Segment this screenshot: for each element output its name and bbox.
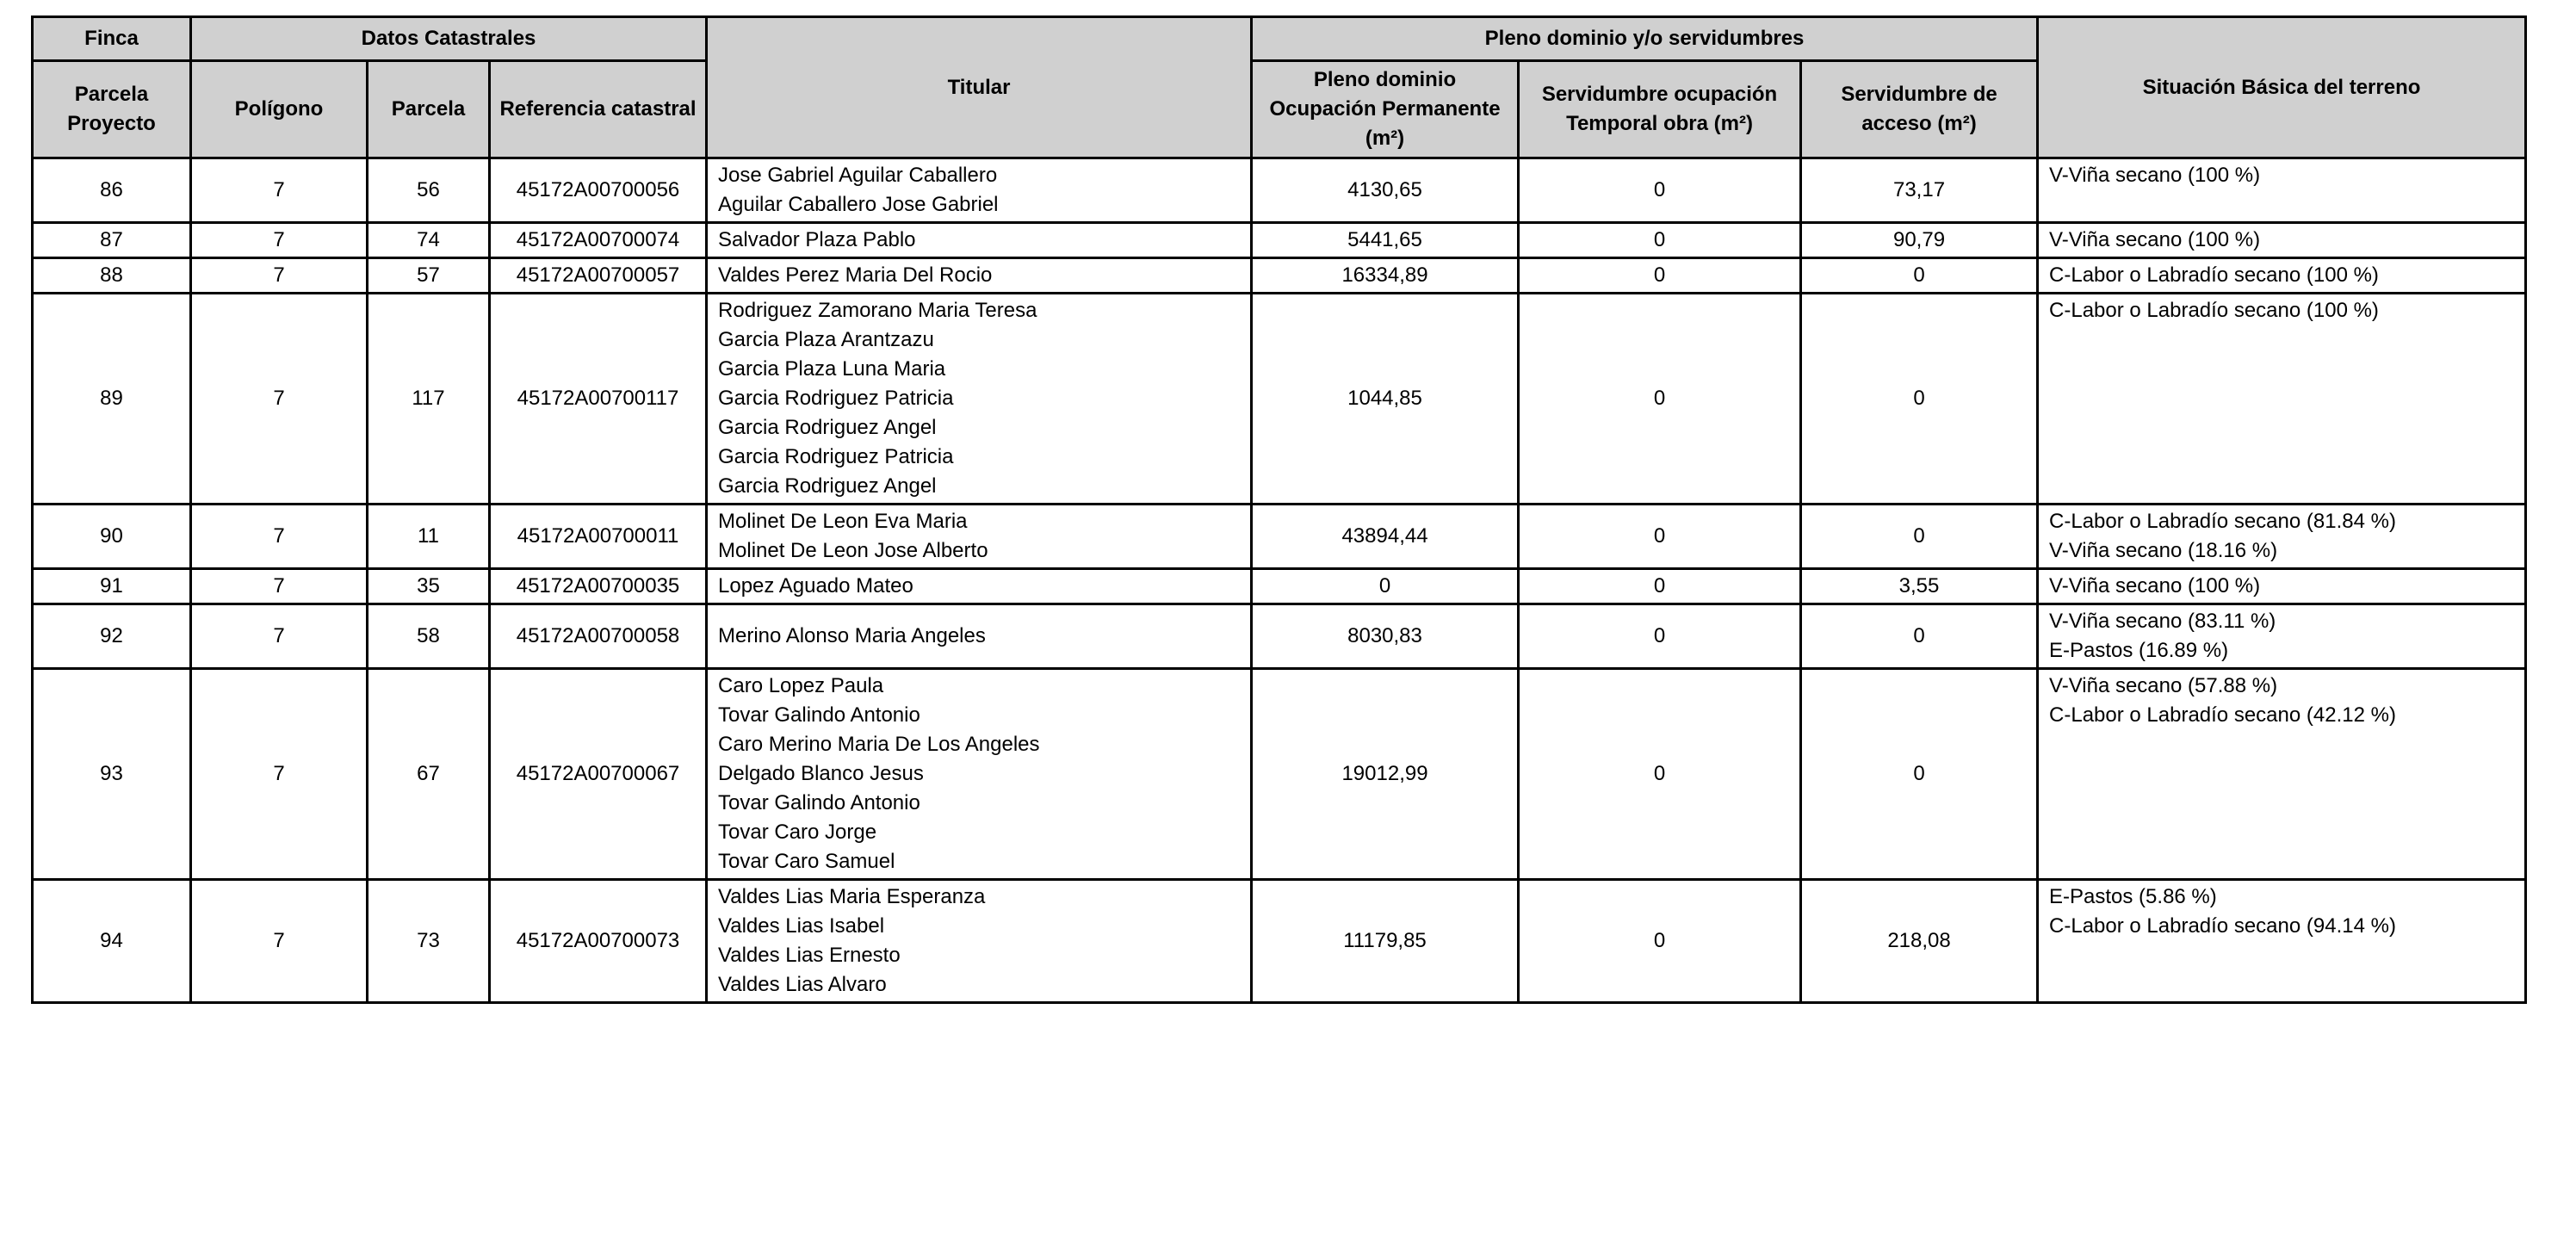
cell-titular bbox=[707, 880, 1252, 1003]
cell-poligono: 7 bbox=[191, 223, 368, 258]
cell-poligono: 7 bbox=[191, 569, 368, 604]
cell-parcela: 56 bbox=[368, 158, 490, 223]
cell-parcela-proyecto: 86 bbox=[33, 158, 191, 223]
situacion-entry: C-Labor o Labradío secano (100 %) bbox=[2049, 263, 2379, 287]
cell-poligono: 7 bbox=[191, 258, 368, 294]
cell-situacion bbox=[2038, 669, 2526, 880]
cell-pleno-ocupacion: 11179,85 bbox=[1252, 880, 1519, 1003]
cell-parcela-proyecto: 90 bbox=[33, 505, 191, 569]
cell-serv-temporal: 0 bbox=[1519, 505, 1801, 569]
cell-parcela: 35 bbox=[368, 569, 490, 604]
cell-serv-acceso: 0 bbox=[1801, 258, 2038, 294]
parcel-table-sheet bbox=[31, 15, 2524, 1004]
cell-poligono: 7 bbox=[191, 669, 368, 880]
situacion-entry: E-Pastos (16.89 %) bbox=[2049, 639, 2229, 662]
titular-name: Molinet De Leon Jose Alberto bbox=[718, 539, 988, 562]
titular-name: Salvador Plaza Pablo bbox=[718, 228, 916, 251]
parcel-table bbox=[31, 15, 2527, 1004]
cell-serv-temporal: 0 bbox=[1519, 223, 1801, 258]
titular-name: Tovar Galindo Antonio bbox=[718, 703, 920, 727]
table-header bbox=[33, 17, 2526, 158]
cell-titular bbox=[707, 505, 1252, 569]
situacion-entry: V-Viña secano (57.88 %) bbox=[2049, 674, 2278, 697]
cell-parcela: 117 bbox=[368, 294, 490, 505]
situacion-entry: E-Pastos (5.86 %) bbox=[2049, 885, 2217, 908]
titular-name: Garcia Plaza Arantzazu bbox=[718, 328, 934, 351]
cell-parcela-proyecto: 89 bbox=[33, 294, 191, 505]
header-parcela-proyecto: Parcela Proyecto bbox=[33, 61, 191, 158]
cell-referencia: 45172A00700035 bbox=[490, 569, 707, 604]
cell-parcela-proyecto: 94 bbox=[33, 880, 191, 1003]
cell-serv-acceso: 0 bbox=[1801, 669, 2038, 880]
header-referencia: Referencia catastral bbox=[490, 61, 707, 158]
cell-pleno-ocupacion: 4130,65 bbox=[1252, 158, 1519, 223]
titular-name: Valdes Lias Isabel bbox=[718, 914, 885, 938]
cell-serv-acceso: 0 bbox=[1801, 294, 2038, 505]
cell-parcela: 74 bbox=[368, 223, 490, 258]
header-parcela: Parcela bbox=[368, 61, 490, 158]
cell-serv-temporal: 0 bbox=[1519, 604, 1801, 669]
cell-referencia: 45172A00700073 bbox=[490, 880, 707, 1003]
titular-name: Tovar Caro Jorge bbox=[718, 820, 877, 844]
situacion-entry: C-Labor o Labradío secano (81.84 %) bbox=[2049, 510, 2396, 533]
cell-referencia: 45172A00700057 bbox=[490, 258, 707, 294]
cell-poligono: 7 bbox=[191, 880, 368, 1003]
titular-name: Caro Merino Maria De Los Angeles bbox=[718, 733, 1040, 756]
table-row bbox=[33, 604, 2526, 669]
cell-serv-acceso: 0 bbox=[1801, 604, 2038, 669]
header-finca: Finca bbox=[33, 17, 191, 61]
titular-name: Valdes Lias Maria Esperanza bbox=[718, 885, 986, 908]
situacion-entry: C-Labor o Labradío secano (100 %) bbox=[2049, 299, 2379, 322]
cell-pleno-ocupacion: 1044,85 bbox=[1252, 294, 1519, 505]
situacion-entry: V-Viña secano (100 %) bbox=[2049, 574, 2261, 598]
table-body bbox=[33, 158, 2526, 1003]
header-serv-temporal: Servidumbre ocupación Temporal obra (m²) bbox=[1519, 61, 1801, 158]
cell-referencia: 45172A00700074 bbox=[490, 223, 707, 258]
cell-titular bbox=[707, 604, 1252, 669]
cell-parcela: 67 bbox=[368, 669, 490, 880]
cell-parcela-proyecto: 91 bbox=[33, 569, 191, 604]
cell-situacion bbox=[2038, 505, 2526, 569]
cell-serv-temporal: 0 bbox=[1519, 569, 1801, 604]
cell-titular bbox=[707, 294, 1252, 505]
cell-pleno-ocupacion: 43894,44 bbox=[1252, 505, 1519, 569]
cell-pleno-ocupacion: 8030,83 bbox=[1252, 604, 1519, 669]
header-pleno-ocupacion: Pleno dominio Ocupación Permanente (m²) bbox=[1252, 61, 1519, 158]
cell-serv-temporal: 0 bbox=[1519, 294, 1801, 505]
titular-name: Valdes Lias Ernesto bbox=[718, 944, 901, 967]
table-row bbox=[33, 223, 2526, 258]
titular-name: Delgado Blanco Jesus bbox=[718, 762, 924, 785]
cell-titular bbox=[707, 158, 1252, 223]
header-situacion: Situación Básica del terreno bbox=[2038, 17, 2526, 158]
table-row bbox=[33, 294, 2526, 505]
cell-situacion bbox=[2038, 223, 2526, 258]
table-row bbox=[33, 258, 2526, 294]
situacion-entry: V-Viña secano (100 %) bbox=[2049, 228, 2261, 251]
cell-serv-acceso: 73,17 bbox=[1801, 158, 2038, 223]
cell-parcela-proyecto: 87 bbox=[33, 223, 191, 258]
cell-referencia: 45172A00700056 bbox=[490, 158, 707, 223]
cell-situacion bbox=[2038, 158, 2526, 223]
cell-referencia: 45172A00700067 bbox=[490, 669, 707, 880]
cell-parcela-proyecto: 88 bbox=[33, 258, 191, 294]
titular-name: Molinet De Leon Eva Maria bbox=[718, 510, 968, 533]
titular-name: Valdes Lias Alvaro bbox=[718, 973, 887, 996]
cell-serv-temporal: 0 bbox=[1519, 258, 1801, 294]
titular-name: Garcia Rodriguez Angel bbox=[718, 416, 937, 439]
cell-serv-acceso: 3,55 bbox=[1801, 569, 2038, 604]
cell-titular bbox=[707, 569, 1252, 604]
situacion-entry: C-Labor o Labradío secano (94.14 %) bbox=[2049, 914, 2396, 938]
cell-serv-acceso: 90,79 bbox=[1801, 223, 2038, 258]
situacion-entry: V-Viña secano (83.11 %) bbox=[2049, 610, 2276, 633]
cell-parcela: 73 bbox=[368, 880, 490, 1003]
cell-situacion bbox=[2038, 880, 2526, 1003]
header-serv-acceso: Servidumbre de acceso (m²) bbox=[1801, 61, 2038, 158]
cell-situacion bbox=[2038, 294, 2526, 505]
cell-parcela-proyecto: 93 bbox=[33, 669, 191, 880]
cell-titular bbox=[707, 258, 1252, 294]
situacion-entry: V-Viña secano (18.16 %) bbox=[2049, 539, 2278, 562]
titular-name: Garcia Rodriguez Patricia bbox=[718, 445, 954, 468]
table-row bbox=[33, 880, 2526, 1003]
header-poligono: Polígono bbox=[191, 61, 368, 158]
cell-poligono: 7 bbox=[191, 294, 368, 505]
situacion-entry: C-Labor o Labradío secano (42.12 %) bbox=[2049, 703, 2396, 727]
cell-serv-acceso: 218,08 bbox=[1801, 880, 2038, 1003]
cell-poligono: 7 bbox=[191, 604, 368, 669]
header-pleno-dominio: Pleno dominio y/o servidumbres bbox=[1252, 17, 2038, 61]
titular-name: Valdes Perez Maria Del Rocio bbox=[718, 263, 993, 287]
titular-name: Jose Gabriel Aguilar Caballero bbox=[718, 164, 998, 187]
cell-pleno-ocupacion: 19012,99 bbox=[1252, 669, 1519, 880]
header-row-groups bbox=[33, 17, 2526, 61]
cell-serv-temporal: 0 bbox=[1519, 669, 1801, 880]
cell-situacion bbox=[2038, 569, 2526, 604]
cell-parcela: 57 bbox=[368, 258, 490, 294]
titular-name: Merino Alonso Maria Angeles bbox=[718, 624, 986, 647]
cell-referencia: 45172A00700011 bbox=[490, 505, 707, 569]
table-row bbox=[33, 505, 2526, 569]
table-row bbox=[33, 669, 2526, 880]
cell-referencia: 45172A00700058 bbox=[490, 604, 707, 669]
cell-parcela: 11 bbox=[368, 505, 490, 569]
cell-titular bbox=[707, 223, 1252, 258]
cell-parcela: 58 bbox=[368, 604, 490, 669]
titular-name: Rodriguez Zamorano Maria Teresa bbox=[718, 299, 1037, 322]
titular-name: Caro Lopez Paula bbox=[718, 674, 884, 697]
titular-name: Tovar Caro Samuel bbox=[718, 850, 895, 873]
cell-pleno-ocupacion: 5441,65 bbox=[1252, 223, 1519, 258]
titular-name: Garcia Rodriguez Patricia bbox=[718, 387, 954, 410]
cell-pleno-ocupacion: 16334,89 bbox=[1252, 258, 1519, 294]
titular-name: Garcia Plaza Luna Maria bbox=[718, 357, 946, 381]
header-datos-catastrales: Datos Catastrales bbox=[191, 17, 707, 61]
cell-serv-acceso: 0 bbox=[1801, 505, 2038, 569]
situacion-entry: V-Viña secano (100 %) bbox=[2049, 164, 2261, 187]
cell-pleno-ocupacion: 0 bbox=[1252, 569, 1519, 604]
cell-titular bbox=[707, 669, 1252, 880]
titular-name: Aguilar Caballero Jose Gabriel bbox=[718, 193, 999, 216]
table-row bbox=[33, 569, 2526, 604]
cell-poligono: 7 bbox=[191, 505, 368, 569]
cell-parcela-proyecto: 92 bbox=[33, 604, 191, 669]
cell-serv-temporal: 0 bbox=[1519, 880, 1801, 1003]
cell-referencia: 45172A00700117 bbox=[490, 294, 707, 505]
cell-poligono: 7 bbox=[191, 158, 368, 223]
titular-name: Lopez Aguado Mateo bbox=[718, 574, 913, 598]
cell-situacion bbox=[2038, 604, 2526, 669]
header-titular: Titular bbox=[707, 17, 1252, 158]
table-row bbox=[33, 158, 2526, 223]
titular-name: Garcia Rodriguez Angel bbox=[718, 474, 937, 498]
cell-serv-temporal: 0 bbox=[1519, 158, 1801, 223]
cell-situacion bbox=[2038, 258, 2526, 294]
titular-name: Tovar Galindo Antonio bbox=[718, 791, 920, 814]
